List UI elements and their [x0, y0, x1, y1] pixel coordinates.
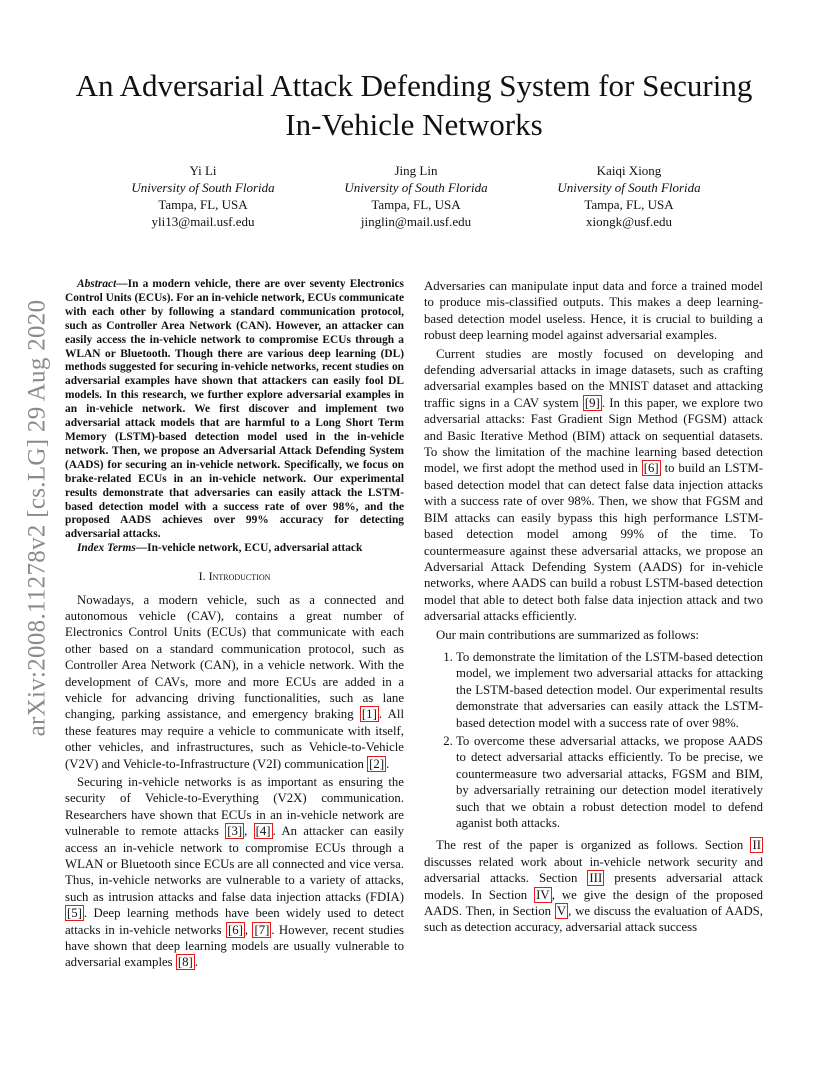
citation-link[interactable]: [7] — [254, 922, 270, 937]
right-paragraph-4: The rest of the paper is organized as follows. Section II discusses related work about in-vehicle network security and adversarial attacks. Section III presents adversarial attack models. In Section IV , we give the design of the proposed AADS. Then, in Section V , we discuss the evaluation of AADS, such as detection accuracy, adversarial attack success — [424, 838, 763, 935]
section-heading: I. Introduction — [198, 569, 271, 584]
author-location: Tampa, FL, USA — [371, 197, 461, 212]
abstract-text: —In a modern vehicle, there are over seventy Electronics Control Units (ECUs). For an in-vehicle network, ECUs communicate with each other by following a standard communication protocol, such as Controller Area Network (CAN). However, an attacker can easily access the in-vehicle network to compromise ECUs through a WLAN or Bluetooth. Though there are various deep learning (DL) methods suggested for securing in-vehicle networks, recent studies on adversarial examples have shown that attackers can easily fool DL models. In this research, we further explore adversarial examples in an in-vehicle network. We first discover and implement two adversarial attack models that are harmful to a Long Short Term Memory (LSTM)-based detection model used in the in-vehicle network. Then, we propose an Adversarial Attack Defending System (AADS) for securing an in-vehicle network. Specifically, we focus on brake-related ECUs in an in-vehicle network. Our experimental results demonstrate that adversaries can easily attack the LSTM-based detection model with a success rate of over 98%, and the proposed AADS achieves over 99% accuracy for detecting adversarial attacks. — [65, 278, 404, 541]
list-item: 1. To demonstrate the limitation of the LSTM-based detection model, we implement two adversarial attacks for attacking the LSTM-based detection model. Our experimental results demonstrate that adversaries can easily attack the LSTM-based detection model with a success rate of over 98%. — [456, 649, 763, 731]
contributions-list — [424, 649, 763, 831]
author-affiliation: University of South Florida — [344, 180, 488, 195]
citation-link[interactable]: [9] — [584, 395, 600, 410]
section-link[interactable]: IV — [536, 887, 550, 902]
citation-link[interactable]: [8] — [177, 955, 193, 970]
citation-link[interactable]: [5] — [67, 906, 82, 921]
intro-paragraph-1: Nowadays, a modern vehicle, such as a connected and autonomous vehicle (CAV), contains a great number of Electronics Control Units (ECUs) that communicate with each other based on a standard communication protocol, such as Controller Area Network (CAN), in a vehicle network. With the development of CAVs, more and more ECUs are added in a vehicle for advancing driving functionalities, such as lane changing, parking assistance, and emergency braking [1] . All these features may require a vehicle to communicate with itself, other vehicles, and infrastructures, such as Vehicle-to-Vehicle (V2V) and Vehicle-to-Infrastructure (V2I) communication [2] . — [65, 592, 405, 771]
right-paragraph-1: Adversaries can manipulate input data and force a trained model to produce mis-classified outputs. This makes a deep learning-based detection model useless. Hence, it is crucial to building a robust deep learning model against adversarial examples. — [424, 279, 763, 343]
right-column — [424, 278, 763, 938]
author-name: Kaiqi Xiong — [596, 163, 662, 178]
author-location: Tampa, FL, USA — [584, 197, 674, 212]
section-link[interactable]: III — [589, 871, 603, 886]
arxiv-id: arXiv:2008.11278v2 [cs.LG] 29 Aug 2020 — [23, 299, 51, 737]
left-column — [65, 278, 404, 973]
right-paragraph-2: Current studies are mostly focused on developing and defending adversarial attacks in image datasets, such as crafting adversarial examples based on the MNIST dataset and attacking traffic signs in a CAV system [9] . In this paper, we explore two adversarial attacks: Fast Gradient Sign Method (FGSM) attack and Basic Iterative Method (BIM) attack on sequential datasets. To show the limitation of the machine learning based detection model, we first adopt the method used in [6] to build an LSTM-based detection model that can detect false data injection attacks with a success rate of over 98%. Then, we show that FGSM and BIM attacks can easily bypass this high performance LSTM-based detection model among 99% of the time. To countermeasure against these adversarial attacks, we propose an Adversarial Attack Defending System (AADS) for in-vehicle networks, where AADS can build a robust LSTM-based detection model that able to detect both false data injection attack and two adversarial attacks efficiently. — [424, 346, 763, 624]
author-email: jinglin@mail.usf.edu — [360, 214, 472, 229]
author-3 — [509, 162, 749, 230]
citation-link[interactable]: [4] — [255, 824, 271, 839]
abstract — [65, 278, 404, 542]
index-terms — [65, 542, 404, 556]
author-2 — [296, 162, 536, 230]
author-name: Yi Li — [189, 163, 217, 178]
section-link[interactable]: II — [752, 838, 761, 853]
author-email: yli13@mail.usf.edu — [151, 214, 255, 229]
citation-link[interactable]: [6] — [227, 922, 243, 937]
citation-link[interactable]: [6] — [643, 461, 659, 476]
index-terms-text: —In-vehicle network, ECU, adversarial attack — [135, 542, 363, 555]
author-affiliation: University of South Florida — [557, 180, 701, 195]
author-location: Tampa, FL, USA — [158, 197, 248, 212]
section-link[interactable]: V — [556, 904, 567, 919]
list-item: 2. To overcome these adversarial attacks, we propose AADS to detect adversarial attacks efficiently. To be precise, we countermeasure two adversarial attacks, FGSM and BIM, by adversarially retraining our detection model iteratively such that we obtain a robust detection model to defend aganist both attacks. — [456, 733, 763, 831]
abstract-label: Abstract — [77, 278, 117, 290]
author-email: xiongk@usf.edu — [586, 214, 672, 229]
citation-link[interactable]: [2] — [369, 756, 385, 771]
author-affiliation: University of South Florida — [131, 180, 275, 195]
index-terms-label: Index Terms — [77, 542, 136, 555]
citation-link[interactable]: [3] — [227, 824, 243, 839]
author-1 — [83, 162, 323, 230]
author-name: Jing Lin — [394, 163, 438, 178]
arxiv-stamp — [22, 283, 52, 753]
paper-title: An Adversarial Attack Defending System for Securing In-Vehicle Networks — [75, 68, 753, 142]
citation-link[interactable]: [1] — [361, 707, 377, 722]
intro-paragraph-2: Securing in-vehicle networks is as important as ensuring the security of Vehicle-to-Everything (V2X) communication. Researchers have shown that ECUs in an in-vehicle network are vulnerable to remote attacks [3] , [4] . An attacker can easily access an in-vehicle network to compromise ECUs through a WLAN or Bluetooth since ECUs are all connected and vice versa. Thus, in-vehicle networks are vulnerable to a variety of attacks, such as intrusion attacks and false data injection attacks (FDIA) [5] . Deep learning methods have been widely used to detect attacks in in-vehicle networks [6] , [7] . However, recent studies have shown that deep learning models are usually vulnerable to adversarial examples [8] . — [65, 775, 405, 970]
right-paragraph-3: Our main contributions are summarized as follows: — [436, 627, 699, 642]
